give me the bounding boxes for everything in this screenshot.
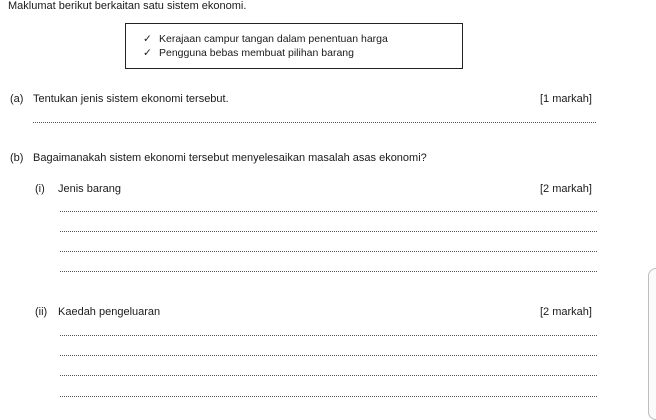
- check-icon: ✓: [143, 33, 152, 45]
- answer-line[interactable]: [60, 211, 597, 212]
- part-ii-text: Kaedah pengeluaran: [58, 306, 161, 318]
- side-scroll-handle[interactable]: [648, 268, 656, 420]
- part-i-marks: [2 markah]: [540, 183, 592, 195]
- answer-line[interactable]: [60, 271, 597, 272]
- info-box-item-text: Pengguna bebas membuat pilihan barang: [159, 47, 354, 59]
- answer-line[interactable]: [60, 251, 597, 252]
- info-box-item: [143, 33, 388, 45]
- info-box-item: [143, 47, 354, 59]
- answer-line[interactable]: [33, 122, 596, 123]
- info-box: [125, 23, 463, 69]
- part-ii-marks: [2 markah]: [540, 306, 592, 318]
- question-b-label: (b): [10, 152, 24, 164]
- part-i-label: (i): [35, 183, 45, 195]
- answer-line[interactable]: [60, 335, 597, 336]
- question-a-label: (a): [10, 93, 24, 105]
- check-icon: ✓: [143, 47, 152, 59]
- part-ii-label: (ii): [35, 306, 48, 318]
- question-a-text: Tentukan jenis sistem ekonomi tersebut.: [33, 93, 229, 105]
- answer-line[interactable]: [60, 231, 597, 232]
- answer-line[interactable]: [60, 396, 597, 397]
- question-b-text: Bagaimanakah sistem ekonomi tersebut menyelesaikan masalah asas ekonomi?: [33, 152, 427, 164]
- part-i-text: Jenis barang: [58, 183, 121, 195]
- question-a-marks: [1 markah]: [540, 93, 592, 105]
- answer-line[interactable]: [60, 375, 597, 376]
- info-box-item-text: Kerajaan campur tangan dalam penentuan harga: [159, 33, 388, 45]
- intro-text: Maklumat berikut berkaitan satu sistem ekonomi.: [8, 0, 247, 12]
- answer-line[interactable]: [60, 355, 597, 356]
